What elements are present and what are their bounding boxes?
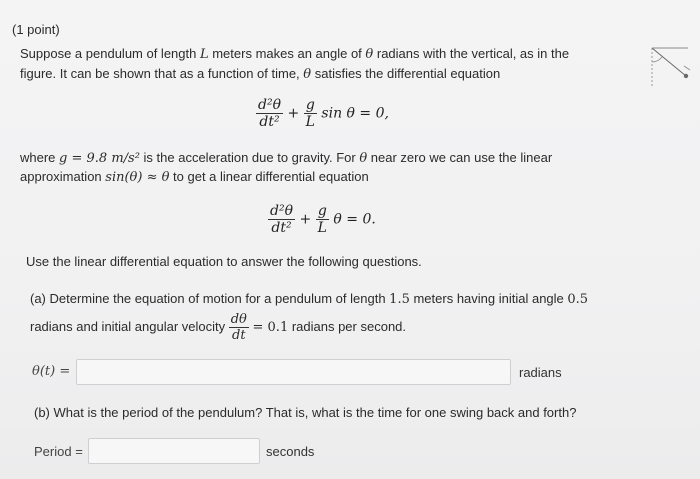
part-a-line-2 <box>30 312 406 343</box>
g-over-l-fraction <box>304 97 317 130</box>
initial-angle-value: 0.5 <box>567 292 589 307</box>
approx-text: to get a linear differential equation <box>169 169 369 184</box>
theta-symbol: θ <box>303 67 312 82</box>
approx-text: approximation <box>20 169 106 184</box>
fraction-numerator: g <box>317 203 327 219</box>
differential-equation <box>256 97 389 130</box>
points-label: (1 point) <box>12 22 60 37</box>
period-answer-input[interactable] <box>88 438 260 464</box>
fraction-numerator: dθ <box>230 312 247 327</box>
fraction-denominator: dt <box>229 327 249 343</box>
approx-line <box>20 169 369 186</box>
intro-text: Suppose a pendulum of length <box>20 46 200 61</box>
fraction-denominator: dt² <box>256 113 283 130</box>
period-answer-label: Period = <box>34 444 83 459</box>
intro-line-1 <box>20 46 569 63</box>
sin-approximation: sin(θ) ≈ θ <box>105 170 170 185</box>
where-text: near zero we can use the linear <box>367 150 553 165</box>
where-text: is the acceleration due to gravity. For <box>139 150 360 165</box>
part-a-line-1 <box>30 291 588 308</box>
angular-velocity-fraction <box>229 312 249 343</box>
theta-answer-input[interactable] <box>76 359 511 385</box>
second-derivative-fraction <box>268 203 295 236</box>
fraction-denominator: L <box>305 114 315 130</box>
fraction-numerator: g <box>305 97 315 113</box>
part-a-text: radians per second. <box>288 318 407 334</box>
part-a-text: meters having initial angle <box>409 291 568 306</box>
second-derivative-fraction <box>256 97 283 130</box>
fraction-numerator: d²θ <box>270 203 294 219</box>
seconds-unit: seconds <box>266 444 315 459</box>
g-over-l-fraction <box>316 203 329 236</box>
theta-answer-label: θ(t) = <box>32 364 71 379</box>
fraction-denominator: L <box>317 220 327 236</box>
equation-tail: θ = 0. <box>333 211 376 228</box>
intro-text: radians with the vertical, as in the <box>373 46 570 61</box>
part-a-text: radians and initial angular velocity <box>30 318 229 334</box>
part-a-text: (a) Determine the equation of motion for a pendulum of length <box>30 291 390 306</box>
length-symbol: L <box>199 47 209 62</box>
gravity-value: g = 9.8 m/s² <box>59 151 140 166</box>
part-b-question: (b) What is the period of the pendulum? That is, what is the time for one swing back and forth? <box>34 405 577 420</box>
instruction-line: Use the linear differential equation to answer the following questions. <box>26 254 422 269</box>
where-line <box>20 150 552 167</box>
initial-velocity-value: = 0.1 <box>252 319 289 335</box>
theta-symbol: θ <box>359 151 368 166</box>
radians-unit: radians <box>519 365 562 380</box>
where-text: where <box>20 150 60 165</box>
fraction-denominator: dt² <box>268 219 295 236</box>
fraction-numerator: d²θ <box>258 97 282 113</box>
intro-text: figure. It can be shown that as a function of time, <box>20 66 304 81</box>
intro-text: satisfies the differential equation <box>311 66 501 81</box>
theta-symbol: θ <box>365 47 374 62</box>
plus-sign: + <box>287 105 300 122</box>
linear-differential-equation <box>268 203 376 236</box>
intro-line-2 <box>20 66 500 83</box>
pendulum-figure-icon <box>648 40 694 90</box>
pendulum-length-value: 1.5 <box>389 292 410 307</box>
intro-text: meters makes an angle of <box>208 46 366 61</box>
plus-sign: + <box>299 211 312 228</box>
equation-tail: sin θ = 0, <box>321 105 389 122</box>
